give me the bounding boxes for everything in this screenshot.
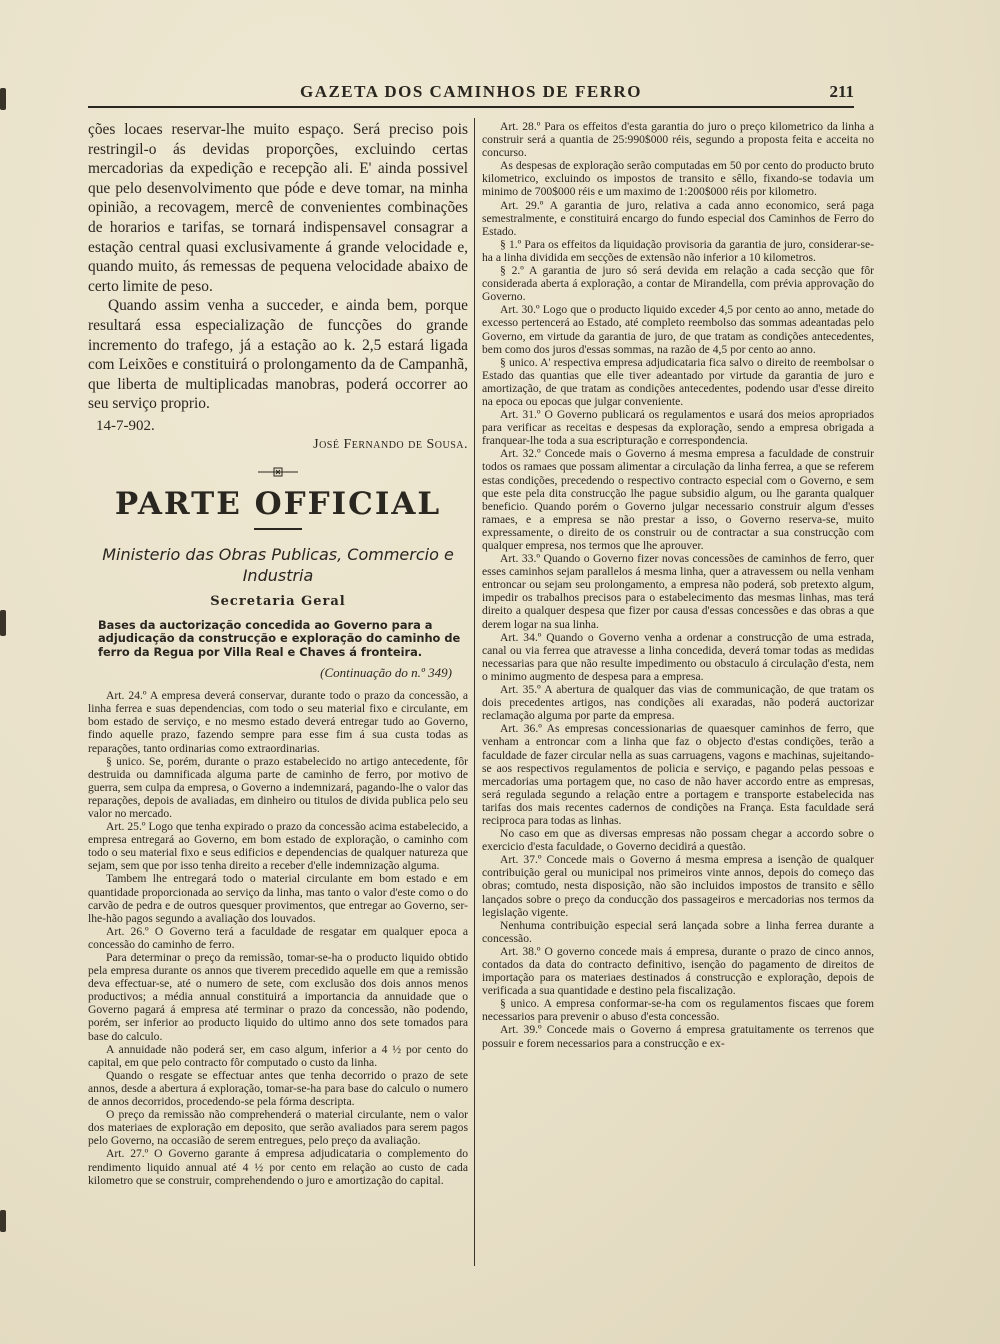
article-paragraph: Art. 34.º Quando o Governo venha a ordenar a construcção de uma estrada, canal ou via ferrea que atravesse a linha concedida, deverá tomar todas as medidas necessarias para que não resulte impedimento ou obstaculo á circulação d'esta, nem o minimo augmento de despesa para a empresa. [482, 630, 874, 683]
article-paragraph: Art. 28.º Para os effeitos d'esta garantia do juro o preço kilometrico da linha a construir será a quantia de 25:990$000 réis, segundo a proposta feita e acceita no concurso. [482, 120, 874, 160]
paragraph: Quando assim venha a succeder, e ainda bem, porque resultará essa especialização de funcções do grande incremento do trafego, já a estação ao k. 2,5 estará ligada com Leixões e constituirá o prolongamento da de Campanhã, que liberta de multiplicadas manobras, poderá occorrer ao seu serviço proprio. [88, 297, 468, 413]
article-paragraph: Art. 27.º O Governo garante á empresa adjudicataria o complemento do rendimento liquido annual até 4 ½ por cento em relação ao custo de cada kilometro que se construir, comprehendendo o juro e amortização do capital. [88, 1147, 468, 1187]
article-paragraph: § 1.º Para os effeitos da liquidação provisoria da garantia de juro, considerar-se-ha a linha dividida em secções de extensão não inferior a 10 kilometros. [482, 237, 874, 264]
article-paragraph: As despesas de exploração serão computadas em 50 por cento do producto bruto kilometrico, excluindo os impostos de transito e sêllo, fixando-se todavia um minimo de 700$000 réis e um maximo de 1:200$000 réis por kilometro. [482, 159, 874, 199]
article-paragraph: Art. 29.º A garantia de juro, relativa a cada anno economico, será paga semestralmente, e constituirá encargo do fundo especial dos Caminhos de Ferro do Estado. [482, 198, 874, 238]
column-divider [474, 118, 475, 1266]
author-signature: José Fernando de Sousa. [313, 436, 468, 452]
article-paragraph: Art. 37.º Concede mais o Governo á mesma empresa a isenção de qualquer contribuição geral ou municipal nos primeiros vinte annos, depois do começo das obras; comtudo, nesta disposição, não são incluidos impostos de transito e sêllo lançados sobre o preço da conducção dos passageiros e mercadorias nos termos da legislação vigente. [482, 853, 874, 919]
article-paragraph: No caso em que as diversas empresas não possam chegar a accordo sobre o exercicio d'esta faculdade, o Governo decidirá a questão. [482, 827, 874, 854]
decree-articles-right [482, 120, 874, 1050]
article-continuation [88, 120, 468, 414]
heading-rule [254, 528, 302, 530]
article-paragraph: Art. 39.º Concede mais o Governo á empresa gratuitamente os terrenos que possuir e forem necessarios para a construcção e ex- [482, 1023, 874, 1050]
article-paragraph: Art. 30.º Logo que o producto liquido exceder 4,5 por cento ao anno, metade do excesso pertencerá ao Estado, até completo reembolso das sommas adeantadas pelo Governo, em virtude da garantia de juro, de que tratam as condições antecedentes, bem como dos juros d'essas sommas, na razão de 4,5 por cento ao anno. [482, 303, 874, 356]
paragraph: ções locaes reservar-lhe muito espaço. Será preciso pois restringil-o ás devidas proporções, excluindo certas mercadorias da expedição e recepção ali. E' ainda possivel que pelo desenvolvimento que póde e deve tomar, na minha opinião, a recovagem, mercê de convenientes combinações de horarios e tarifas, se tornará indispensavel consagrar a estação central quasi exclusivamente á grande velocidade e, quando muito, ás remessas de pequena velocidade abaixo de certo limite de peso. [88, 121, 468, 295]
department-title: Secretaria Geral [210, 593, 346, 609]
ministry-title: Ministerio das Obras Publicas, Commercio e Industria [102, 544, 454, 585]
page-number: 211 [829, 82, 854, 101]
decree-title: Bases da auctorização concedida ao Governo para a adjudicação da construcção e exploração do caminho de ferro da Regua por Villa Real e Chaves á fronteira. [98, 617, 461, 659]
article-paragraph: Art. 33.º Quando o Governo fizer novas concessões de caminhos de ferro, quer esses caminhos sejam parallelos á mesma linha, quer a atravessem ou nella venham entroncar ou sejam seu prolongamento, a empresa não poderá, sob pretexto algum, impedir os trabalhos precisos para o estabelecimento das mesmas linhas, mas terá direito a qualquer despesa que fizer por causa d'essas concessões e das obras a que derem logar na sua linha. [482, 552, 874, 631]
page-edge-mark [0, 1210, 6, 1232]
article-paragraph: A annuidade não poderá ser, em caso algum, inferior a 4 ½ por cento do capital, em que pelo contracto fôr computado o custo da linha. [88, 1042, 468, 1069]
continuation-note: (Continuação do n.º 349) [320, 665, 452, 681]
running-header [88, 80, 854, 108]
page-edge-mark [0, 610, 6, 636]
section-heading: PARTE OFFICIAL [114, 485, 442, 522]
article-paragraph: Art. 32.º Concede mais o Governo á mesma empresa a faculdade de construir todos os ramaes que possam alimentar a circulação da linha ferrea, a que se referem estas condições, precedendo o respectivo contracto especial com o Governo, e sem que este pela dita construcção lhe pague subsidio algum, ou lhe garanta qualquer beneficio. Quando porém o Governo julgar necessario construir algum d'esses ramaes, e a empresa se não prestar a isso, o Governo reserva-se, muito expressamente, o direito de os construir ou de contractar a sua construcção com qualquer empresa, nos termos que lhe aprouver. [482, 447, 874, 552]
article-paragraph: Para determinar o preço da remissão, tomar-se-ha o producto liquido obtido pela empresa durante os annos que tiverem precedido aquelle em que a remissão deva effectuar-se, até o numero de sete, com exclusão dos dois annos menos productivos; a média annual constituirá a importancia da annuidade que o Governo pagará á empresa até terminar o prazo da concessão, não podendo, porém, ser inferior ao producto liquido do ultimo anno dos sete tomados para base do calculo. [88, 951, 468, 1043]
article-paragraph: Art. 25.º Logo que tenha expirado o prazo da concessão acima estabelecido, a empresa entregará ao Governo, em bom estado de exploração, o caminho com todo o seu material fixo e seus edificios e dependencias de qualquer natureza que sejam, sem que por isso tenha direito a receber d'elle indemnização alguma. [88, 820, 468, 873]
decree-articles-left [88, 689, 468, 1187]
article-paragraph: Tambem lhe entregará todo o material circulante em bom estado e em quantidade proporcionada ao serviço da linha, mas tanto o valor d'este como o do carvão de pedra e de outros quesquer provimentos, que entregar ao Governo, ser-lhe-hão pagos segundo a avaliação dos louvados. [88, 872, 468, 925]
article-paragraph: Nenhuma contribuição especial será lançada sobre a linha ferrea durante a concessão. [482, 918, 874, 945]
article-paragraph: Art. 24.º A empresa deverá conservar, durante todo o prazo da concessão, a linha ferrea e suas dependencias, com todo o seu material fixo e circulante, em bom estado de serviço, e no mesmo estado deverá entregar tudo ao Governo, findo aquelle prazo, fazendo sempre para esse fim á sua custa todas as reparações, tanto ordinarias como extraordinarias. [88, 689, 468, 755]
journal-title: GAZETA DOS CAMINHOS DE FERRO [299, 82, 643, 101]
left-column [88, 120, 468, 1187]
article-paragraph: Art. 31.º O Governo publicará os regulamentos e usará dos meios apropriados para verificar as receitas e despesas da exploração, sendo a empresa obrigada a franquear-lhe toda a sua escripturação e correspondencia. [482, 408, 874, 448]
page-edge-mark [0, 88, 6, 110]
article-paragraph: § 2.º A garantia de juro só será devida em relação a cada secção que fôr considerada aberta á exploração, a contar de Mirandella, com prévia approvação do Governo. [482, 264, 874, 304]
article-paragraph: § unico. A' respectiva empresa adjudicataria fica salvo o direito de reembolsar o Estado das quantias que elle tiver adeantado por virtude da garantia de juro e amortização, de que tratam as condições antecedentes, podendo usar d'esse direito na epoca ou epocas que julgar conveniente. [482, 355, 874, 408]
section-ornament [88, 463, 468, 482]
article-paragraph: Art. 26.º O Governo terá a faculdade de resgatar em qualquer epoca a concessão do caminho de ferro. [88, 924, 468, 951]
article-paragraph: O preço da remissão não comprehenderá o material circulante, nem o valor dos materiaes de exploração em deposito, que serão avaliados para serem pagos pelo Governo, na occasião de serem entregues, pelo preço da avaliação. [88, 1108, 468, 1148]
article-paragraph: Quando o resgate se effectuar antes que tenha decorrido o prazo de sete annos, desde a abertura á exploração, tomar-se-ha para base do calculo o numero de annos decorridos, procedendo-se pela fórma descripta. [88, 1068, 468, 1109]
article-paragraph: Art. 35.º A abertura de qualquer das vias de communicação, de que tratam os dois precedentes artigos, nas condições ali exaradas, não poderá auctorizar reclamação alguma por parte da empresa. [482, 683, 874, 723]
article-date: 14-7-902. [96, 417, 155, 434]
article-paragraph: Art. 36.º As empresas concessionarias de quaesquer caminhos de ferro, que venham a entroncar com a linha que faz o objecto d'estas condições, terão a faculdade de fazer circular nella as suas carruagens, vagons e machinas, sujeitando-se aos respectivos regulamentos de policia e serviço, e pagando pelas pessoas e mercadorias uma portagem que, no caso de não haver accordo entre as empresas, será regulada segundo a relação entre a portagem e transporte estabelecida nas tarifas dos mais recentes cadernos de condições na França. Esta faculdade será reciproca para todas as linhas. [482, 722, 874, 827]
article-paragraph: § unico. A empresa conformar-se-ha com os regulamentos fiscaes que forem necessarios para prevenir o abuso d'esta concessão. [482, 997, 874, 1024]
article-paragraph: Art. 38.º O governo concede mais á empresa, durante o prazo de cinco annos, contados da data do contracto definitivo, isenção do pagamento de direitos de importação para os materiaes destinados á construcção e exploração, depois de verificada a sua quantidade e destino pela fiscalização. [482, 944, 874, 998]
article-paragraph: § unico. Se, porém, durante o prazo estabelecido no artigo antecedente, fôr destruida ou damnificada alguma parte de caminho de ferro, por motivo de guerra, sem culpa da empresa, o Governo a indemnizará, pagando-lhe o valor das reparações, depois de avaliadas, em dinheiro ou titulos de divida publica pelo seu valor no mercado. [88, 754, 468, 820]
right-column [482, 120, 874, 1050]
